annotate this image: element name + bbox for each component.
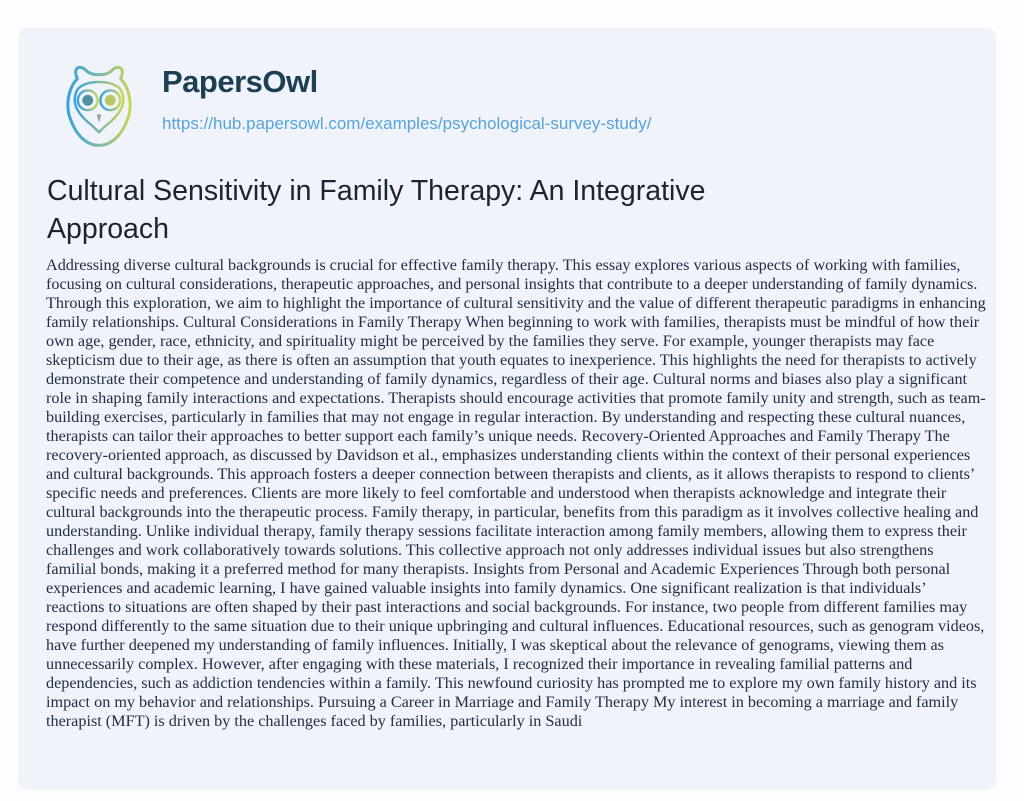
- page-url-link[interactable]: https://hub.papersowl.com/examples/psychological-survey-study/: [162, 114, 652, 133]
- brand-block: [162, 58, 651, 134]
- site-header: [52, 58, 651, 152]
- essay-body-text: Addressing diverse cultural backgrounds is crucial for effective family therapy. This essay explores various aspects of working with families, focusing on cultural considerations, therapeutic approaches, and personal insights that contribute to a deeper understanding of family dynamics. Through this exploration, we aim to highlight the importance of cultural sensitivity and the value of different therapeutic paradigms in enhancing family relationships. Cultural Considerations in Family Therapy When beginning to work with families, therapists must be mindful of how their own age, gender, race, ethnicity, and spirituality might be perceived by the families they serve. For example, younger therapists may face skepticism due to their age, as there is often an assumption that youth equates to inexperience. This highlights the need for therapists to actively demonstrate their competence and understanding of family dynamics, regardless of their age. Cultural norms and biases also play a significant role in shaping family interactions and expectations. Therapists should encourage activities that promote family unity and strength, such as team-building exercises, particularly in families that may not engage in regular interaction. By understanding and respecting these cultural nuances, therapists can tailor their approaches to better support each family’s unique needs. Recovery-Oriented Approaches and Family Therapy The recovery-oriented approach, as discussed by Davidson et al., emphasizes understanding clients within the context of their personal experiences and cultural backgrounds. This approach fosters a deeper connection between therapists and clients, as it allows therapists to respond to clients’ specific needs and preferences. Clients are more likely to feel comfortable and understood when therapists acknowledge and integrate their cultural backgrounds into the therapeutic process. Family therapy, in particular, benefits from this paradigm as it involves collective healing and understanding. Unlike individual therapy, family therapy sessions facilitate interaction among family members, allowing them to express their challenges and work collaboratively towards solutions. This collective approach not only addresses individual issues but also strengthens familial bonds, making it a preferred method for many therapists. Insights from Personal and Academic Experiences Through both personal experiences and academic learning, I have gained valuable insights into family dynamics. One significant realization is that individuals’ reactions to situations are often shaped by their past interactions and social backgrounds. For instance, two people from different families may respond differently to the same situation due to their unique upbringing and cultural influences. Educational resources, such as genogram videos, have further deepened my understanding of family influences. Initially, I was skeptical about the relevance of genograms, viewing them as unnecessarily complex. However, after engaging with these materials, I recognized their importance in revealing familial patterns and dependencies, such as addiction tendencies within a family. This newfound curiosity has prompted me to explore my own family history and its impact on my behavior and relationships. Pursuing a Career in Marriage and Family Therapy My interest in becoming a marriage and family therapist (MFT) is driven by the challenges faced by families, particularly in Saudi: [46, 256, 986, 730]
- brand-name[interactable]: PapersOwl: [162, 64, 318, 99]
- papersowl-owl-logo[interactable]: [52, 58, 146, 152]
- document-card: [18, 28, 996, 790]
- page-title: Cultural Sensitivity in Family Therapy: An Integrative Approach: [47, 175, 706, 245]
